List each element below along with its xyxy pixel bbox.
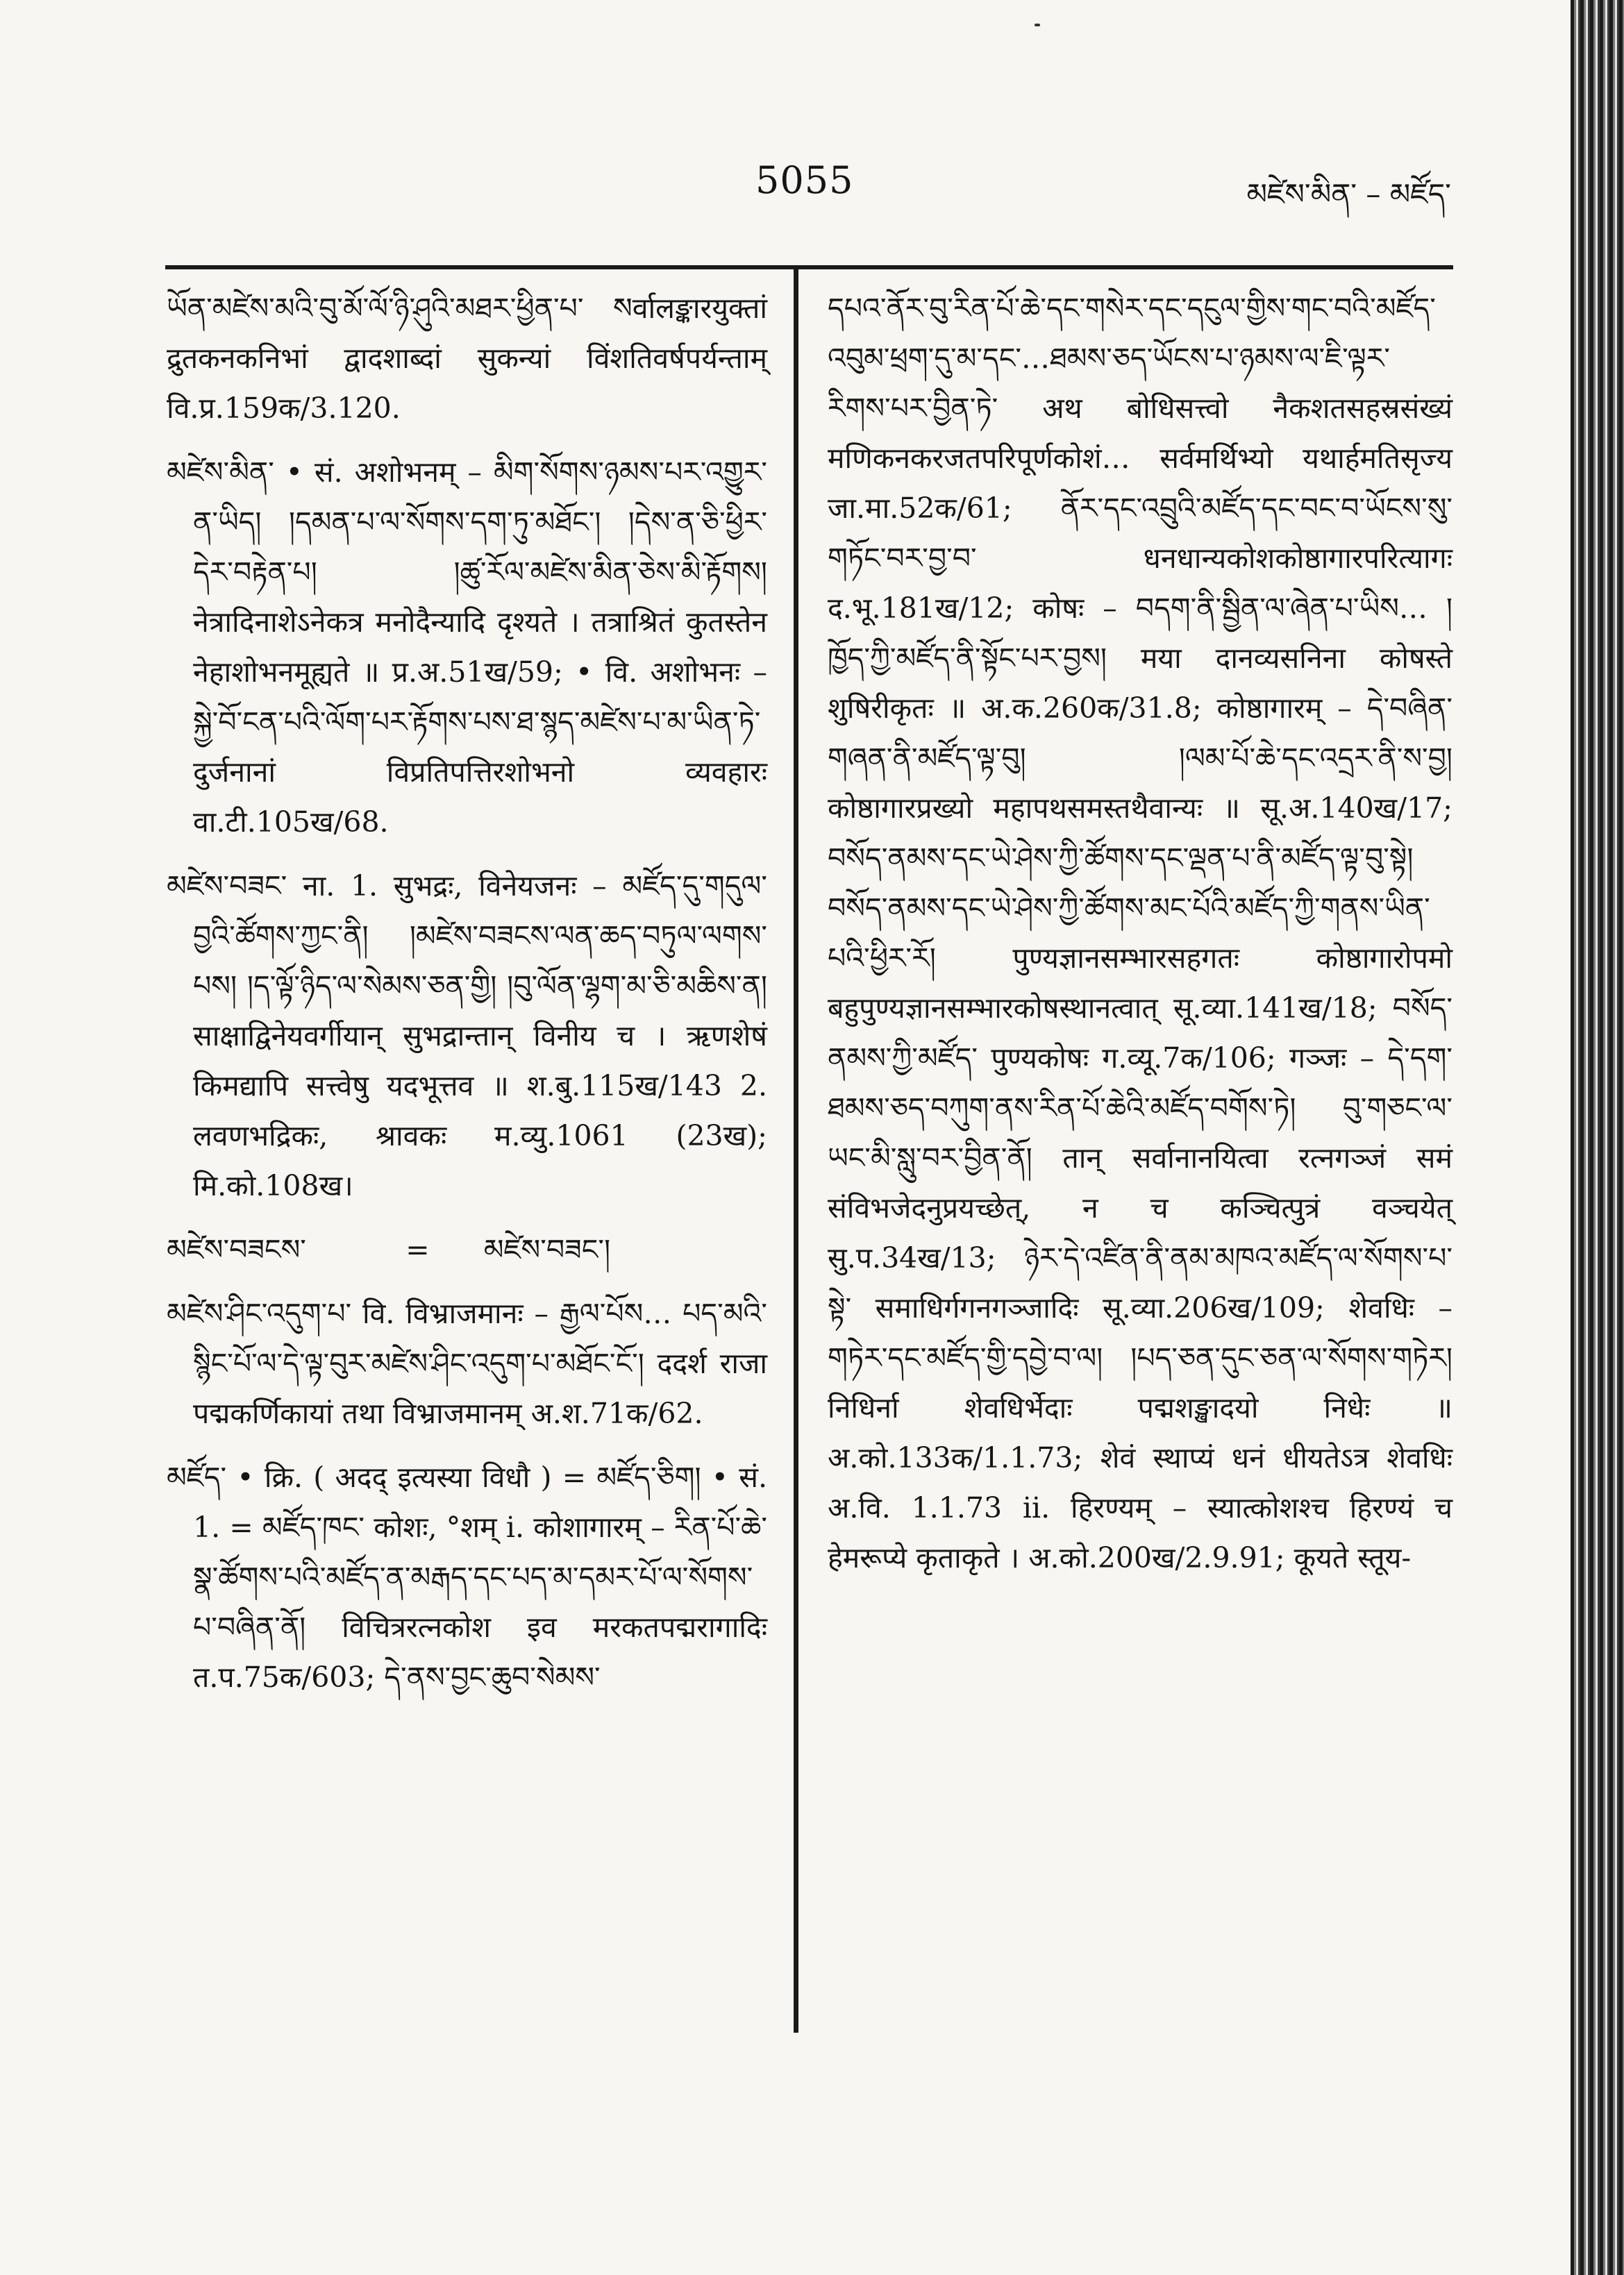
entry-mdzes-bzang: མཛེས་བཟང་ ना. 1. सुभद्रः, विनेयजनः – མཛོད་དུ་གདུལ་བྱའི་ཚོགས་ཀྱང་ནི། །མཛེས་བཟངས་ལན་ཆད་བཏུལ་ལགས་པས། །ད་ལྟོ་ཉིད་ལ་སེམས་ཅན་གྱི། །བུ་ལོན་ལྷག་མ་ཅི་མཆིས་ན། साक्षाद्विनेयवर्गीयान् सुभद्रान्तान् विनीय च । ऋणशेषं किमद्यापि सत्त्वेषु यदभूत्तव ॥ श.बु.115ख/143 2. लवणभद्रिकः, श्रावकः म.व्यु.1061 (23ख); मि.को.108ख। — [167, 869, 767, 1202]
right-column — [828, 283, 1453, 1597]
running-head: མཛེས་མིན་ – མཛོད་ — [1246, 177, 1451, 211]
entry-mdzod-continued: དཔའ་ནོར་བུ་རིན་པོ་ཆེ་དང་གསེར་དང་དངུལ་གྱིས་གང་བའི་མཛོད་འབུམ་ཕྲག་དུ་མ་དང་…ཐམས་ཅད་ཡོངས་པ་ཉམས་ལ་ཇི་ལྟར་རིགས་པར་བྱིན་ཏེ་ अथ बोधिसत्त्वो नैकशतसहस्रसंख्यं मणिकनकरजतपरिपूर्णकोशं… सर्वमर्थिभ्यो यथार्हमतिसृज्य जा.मा.52क/61; ནོར་དང་འབྲུའི་མཛོད་དང་བང་བ་ཡོངས་སུ་གཏོང་བར་བྱ་བ་ धनधान्यकोशकोष्ठागारपरित्यागः द.भू.181ख/12; कोषः – བདག་ནི་སྦྱིན་ལ་ཞེན་པ་ཡིས… །ཁྱོད་ཀྱི་མཛོད་ནི་སྟོང་པར་བྱས། मया दानव्यसनिना कोषस्ते शुषिरीकृतः ॥ अ.क.260क/31.8; कोष्ठागारम् – དེ་བཞིན་གཞན་ནི་མཛོད་ལྟ་བུ། །ལམ་པོ་ཆེ་དང་འདྲར་ནི་ས་བྱ། कोष्ठागारप्रख्यो महापथसमस्तथैवान्यः ॥ सू.अ.140ख/17; བསོད་ནམས་དང་ཡེ་ཤེས་ཀྱི་ཚོགས་དང་ལྡན་པ་ནི་མཛོད་ལྟ་བུ་སྟེ། བསོད་ནམས་དང་ཡེ་ཤེས་ཀྱི་ཚོགས་མང་པོའི་མཛོད་ཀྱི་གནས་ཡིན་པའི་ཕྱིར་རོ། पुण्यज्ञानसम्भारसहगतः कोष्ठागारोपमो बहुपुण्यज्ञानसम्भारकोषस्थानत्वात् सू.व्या.141ख/18; བསོད་ནམས་ཀྱི་མཛོད་ पुण्यकोषः ग.व्यू.7क/106; गञ्जः – དེ་དག་ཐམས་ཅད་བཀུག་ནས་རིན་པོ་ཆེའི་མཛོད་བགོས་ཏེ། བུ་གཅང་ལ་ཡང་མི་སླུ་བར་བྱིན་ནོ། तान् सर्वानानयित्वा रत्नगञ्जं समं संविभजेदनुप्रयच्छेत्, न च कञ्चित्पुत्रं वञ्चयेत् सु.प.34ख/13; ཉེར་དེ་འཛིན་ནི་ནམ་མཁའ་མཛོད་ལ་སོགས་པ་སྟེ་ समाधिर्गगनगञ्जादिः सू.व्या.206ख/109; शेवधिः – གཏེར་དང་མཛོད་གྱི་དབྱེ་བ་ལ། །པད་ཅན་དུང་ཅན་ལ་སོགས་གཏེར། निधिर्ना शेवधिर्भेदाः पद्मशङ्खादयो निधेः ॥ अ.को.133क/1.1.73; शेवं स्थाप्यं धनं धीयतेऽत्र शेवधिः अ.वि. 1.1.73 ii. हिरण्यम् – स्यात्कोशश्च हिरण्यं च हेमरूप्ये कृताकृते । अ.को.200ख/2.9.91; कूयते स्तूय- — [828, 292, 1453, 1575]
entry-mdzes-min: མཛེས་མིན་ • सं. अशोभनम् – མིག་སོགས་ཉམས་པར་འགྱུར་ན་ཡིད། །དམན་པ་ལ་སོགས་དག་ཏུ་མཐོང་། །དེས་ན་ཅི་ཕྱིར་དེར་བརྟེན་པ། །ཚུ་རོལ་མཛེས་མིན་ཅེས་མི་རྟོགས། नेत्रादिनाशेऽनेकत्र मनोदैन्यादि दृश्यते । तत्राश्रितं कुतस्तेन नेहाशोभनमूह्यते ॥ प्र.अ.51ख/59; • वि. अशोभनः – སྐྱེ་བོ་ངན་པའི་ལོག་པར་རྟོགས་པས་ཐ་སྙད་མཛེས་པ་མ་ཡིན་ཏེ་ दुर्जनानां विप्रतिपत्तिरशोभनो व्यवहारः वा.टी.105ख/68. — [167, 455, 767, 839]
entry-mdzod: མཛོད་ • क्रि. ( अदद् इत्यस्या विधौ ) = མཛོད་ཅིག། • सं. 1. = མཛོད་ཁང་ कोशः, °शम् i. कोशागारम् – རིན་པོ་ཆེ་སྣ་ཚོགས་པའི་མཛོད་ན་མརྒད་དང་པད་མ་དམར་པོ་ལ་སོགས་པ་བཞིན་ནོ། विचित्ररत्नकोश इव मरकतपद्मरागादिः त.प.75क/603; དེ་ནས་བྱང་ཆུབ་སེམས་ — [167, 1461, 767, 1694]
entry-mdzes-bzangs: མཛེས་བཟངས་ = མཛེས་བཟང་། — [167, 1233, 611, 1266]
column-divider — [794, 269, 798, 2033]
entry-mdzes-shing-dug-pa: མཛེས་ཤིང་འདུག་པ་ वि. विभ्राजमानः – རྒྱལ་པོས… པད་མའི་སྙིང་པོ་ལ་དེ་ལྟ་བུར་མཛེས་ཤིང་འདུག་པ་མཐོང་ངོ་། ददर्श राजा पद्मकर्णिकायां तथा विभ्राजमानम् अ.श.71क/62. — [167, 1297, 767, 1430]
left-column — [167, 283, 767, 1716]
scan-speck — [1035, 24, 1040, 26]
header-rule — [165, 265, 1453, 269]
scan-edge-band — [1571, 0, 1624, 2275]
page-number: 5055 — [755, 158, 854, 202]
entry-continuation: ཡོན་མཛེས་མའི་བུ་མོ་ལོ་ཉི་ཤུའི་མཐར་ཕྱིན་པ་ སर्वालङ्कारयुक्तां द्रुतकनकनिभां द्वादशाब्दां सुकन्यां विंशतिवर्षपर्यन्ताम् वि.प्र.159क/3.120. — [167, 292, 767, 425]
